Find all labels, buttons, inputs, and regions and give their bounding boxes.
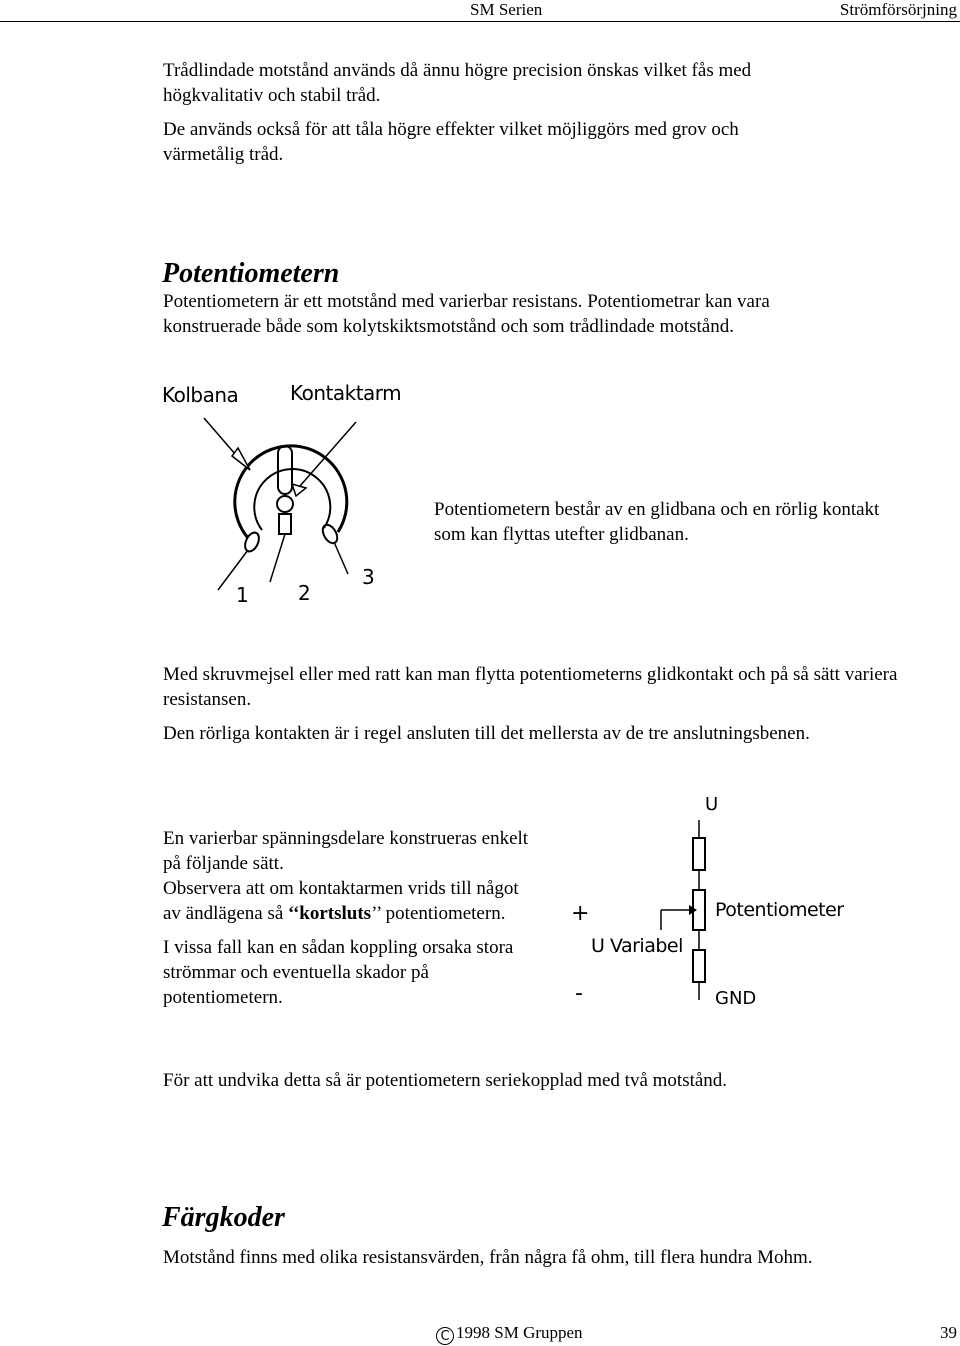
label-kolbana: Kolbana bbox=[162, 383, 239, 407]
header-series: SM Serien bbox=[470, 0, 543, 19]
label-u: U bbox=[705, 794, 719, 815]
divider-p2-before: Observera att om kontaktarmen vrids till något av ändlägena så bbox=[163, 878, 519, 924]
divider-text bbox=[163, 826, 533, 1010]
pin-label-3: 3 bbox=[362, 565, 375, 589]
quote-close: ’’ bbox=[371, 903, 381, 924]
divider-paragraph-3: I vissa fall kan en sådan koppling orsaka stora strömmar och eventuella skador på potentiometern. bbox=[163, 937, 514, 1008]
potentiometer-caption: Potentiometern består av en glidbana och en rörlig kontakt som kan flyttas utefter glidbanan. bbox=[434, 499, 880, 545]
potentiometer-intro: Potentiometern är ett motstånd med varierbar resistans. Potentiometrar kan vara konstruerade både som kolytskiktsmotstånd och som trådlindade motstånd. bbox=[163, 291, 770, 337]
label-kontaktarm: Kontaktarm bbox=[290, 381, 402, 405]
potentiometer-diagram bbox=[160, 378, 422, 603]
pin-label-2: 2 bbox=[298, 581, 311, 603]
footer-text: 1998 SM Gruppen bbox=[456, 1323, 583, 1342]
divider-p2-after: potentiometern. bbox=[380, 903, 506, 924]
intro-paragraph-2: De används också för att tåla högre effekter vilket möjliggörs med grov och värmetålig tråd. bbox=[163, 119, 739, 165]
kortsluts-emphasis: kortsluts bbox=[299, 903, 372, 924]
label-minus: - bbox=[575, 981, 583, 1006]
footer-copyright bbox=[436, 1322, 583, 1345]
page-number: 39 bbox=[940, 1323, 957, 1342]
pin-label-1: 1 bbox=[236, 583, 249, 603]
voltage-divider-diagram bbox=[565, 790, 855, 1015]
label-u-variabel: U Variabel bbox=[591, 935, 683, 957]
section-heading-potentiometern: Potentiometern bbox=[162, 258, 340, 289]
paragraph-adjust: Med skruvmejsel eller med ratt kan man flytta potentiometerns glidkontakt och på så sätt variera resistansen. bbox=[163, 664, 898, 710]
copyright-icon: C bbox=[436, 1327, 454, 1345]
section-heading-fargkoder: Färgkoder bbox=[162, 1202, 285, 1233]
header-rule bbox=[0, 21, 960, 22]
color-codes-body: Motstånd finns med olika resistansvärden, från några få ohm, till flera hundra Mohm. bbox=[163, 1247, 813, 1268]
quote-open: ‘‘ bbox=[288, 903, 300, 924]
header-topic: Strömförsörjning bbox=[839, 0, 957, 19]
label-potentiometer: Potentiometer bbox=[715, 899, 844, 921]
paragraph-contact: Den rörliga kontakten är i regel ansluten till det mellersta av de tre anslutningsbenen. bbox=[163, 723, 810, 744]
divider-paragraph-1: En varierbar spänningsdelare konstrueras enkelt på följande sätt. bbox=[163, 828, 529, 874]
label-gnd: GND bbox=[715, 988, 757, 1009]
intro-paragraph-1: Trådlindade motstånd används då ännu högre precision önskas vilket fås med högkvalitativ och stabil tråd. bbox=[163, 60, 752, 106]
paragraph-series: För att undvika detta så är potentiometern seriekopplad med två motstånd. bbox=[163, 1070, 728, 1091]
divider-paragraph-2 bbox=[163, 876, 533, 926]
label-plus: + bbox=[571, 901, 590, 926]
